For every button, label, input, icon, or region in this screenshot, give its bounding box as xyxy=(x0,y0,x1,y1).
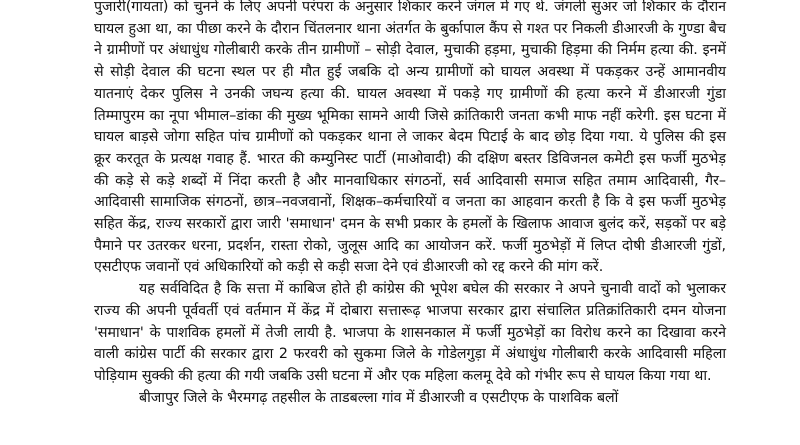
paragraph-government-policy: यह सर्वविदित है कि सत्ता में काबिज होते ही कांग्रेस की भूपेश बघेल की सरकार ने अपने चुनावी वादों को भुलाकर राज्य की अपनी पूर्ववर्ती एवं वर्तमान में केंद्र में दोबारा सत्तारूढ़ भाजपा सरकार द्वारा संचालित प्रतिक्रांतिकारी दमन योजना 'समाधान' के पाशविक हमलों में तेजी लायी है. भाजपा के शासनकाल में फर्जी मुठभेड़ों का विरोध करने का दिखावा करने वाली कांग्रेस पार्टी की सरकार द्वारा 2 फरवरी को सुकमा जिले के गोडेलगुड़ा में अंधाधुंध गोलीबारी करके आदिवासी महिला पोड़ियाम सुक्की की हत्या की गयी जबकि उसी घटना में और एक महिला कलमू देवे को गंभीर रूप से घायल किया गया था. xyxy=(94,281,726,384)
paragraph-encounter-report: पुजारी(गायता) को चुनने के लिए अपनी परंपरा के अनुसार शिकार करने जंगल में गए थे. जंगली सुअर जो शिकार के दौरान घायल हुआ था, का पीछा करने के दौरान चिंतलनार थाना अंतर्गत के बुर्कापाल कैंप से गश्त पर निकली डीआरजी के गुण्डा बैच ने ग्रामीणों पर अंधाधुंध गोलीबारी करके तीन ग्रामीणों – सोड़ी देवाल, मुचाकी हड़मा, मुचाकी हिड़मा की निर्मम हत्या की. इनमें से सोड़ी देवाल की घटना स्थल पर ही मौत हुई जबकि दो अन्य ग्रामीणों को घायल अवस्था में पकड़कर उन्हें आमानवीय यातनाएं देकर पुलिस ने उनकी जघन्य हत्या की. घायल अवस्था में पकड़े गए ग्रामीणों की हत्या करने में डीआरजी गुंडा तिम्मापुरम का नूपा भीमाल–डांका की मुख्य भूमिका सामने आयी जिसे क्रांतिकारी जनता कभी माफ नहीं करेगी. इस घटना में घायल बाड़से जोगा सहित पांच ग्रामीणों को पकड़कर थाना ले जाकर बेदम पिटाई के बाद छोड़ दिया गया. ये पुलिस की इस क्रूर करतूत के प्रत्यक्ष गवाह हैं. भारत की कम्युनिस्ट पार्टी (माओवादी) की दक्षिण बस्तर डिविजनल कमेटी इस फर्जी मुठभेड़ की कड़े से कड़े शब्दों में निंदा करती है और मानवाधिकार संगठनों, सर्व आदिवासी समाज सहित तमाम आदिवासी, गैर–आदिवासी सामाजिक संगठनों, छात्र–नवजवानों, शिक्षक–कर्मचारियों व जनता का आहवान करती है कि वे इस फर्जी मुठभेड़ सहित केंद्र, राज्य सरकारों द्वारा जारी 'समाधान' दमन के सभी प्रकार के हमलों के खिलाफ आवाज बुलंद करें, सड़कों पर बड़े पैमाने पर उतरकर धरना, प्रदर्शन, रास्ता रोको, जुलूस आदि का आयोजन करें. फर्जी मुठभेड़ों में लिप्त दोषी डीआरजी गुंडों, एसटीएफ जवानों एवं अधिकारियों को कड़ी से कड़ी सजा देने एवं डीआरजी को रद्द करने की मांग करें. xyxy=(94,0,726,276)
document-body xyxy=(94,0,726,409)
paragraph-bijapur-incident: बीजापुर जिले के भैरमगढ़ तहसील के ताडबल्ला गांव में डीआरजी व एसटीएफ के पाशविक बलों xyxy=(139,389,619,406)
